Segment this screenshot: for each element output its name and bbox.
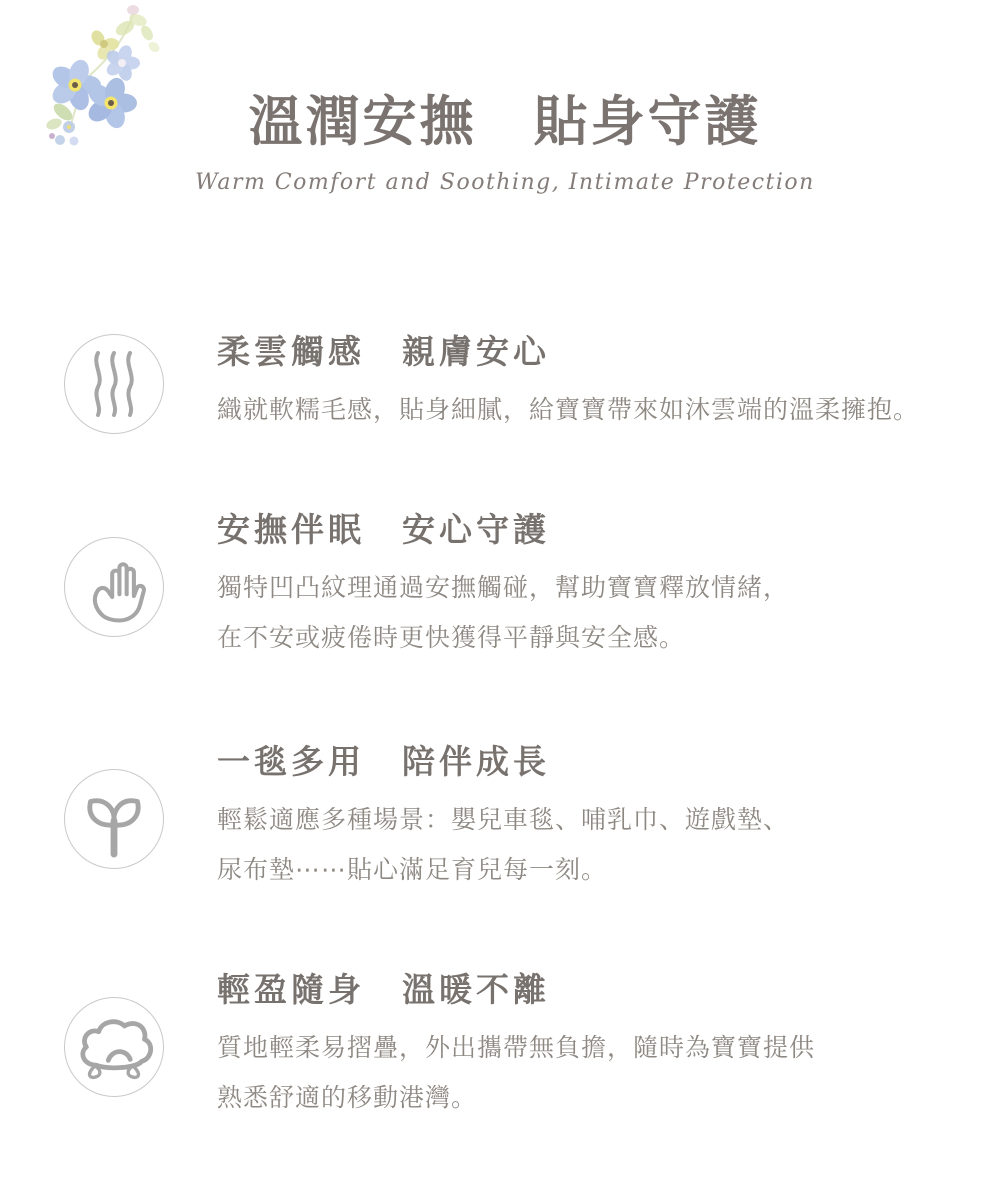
- feature-title: 安撫伴眠 安心守護: [217, 510, 550, 549]
- feature-icon-circle: [64, 997, 164, 1097]
- cotton-icon: [72, 1011, 156, 1083]
- waves-icon: [88, 348, 140, 420]
- feature-text-block: [217, 332, 972, 435]
- feature-description-line: 獨特凹凸紋理通過安撫觸碰，幫助寶寶釋放情緒，: [217, 573, 790, 602]
- feature-description-line: 質地輕柔易摺疊，外出攜帶無負擔，隨時為寶寶提供: [217, 1033, 816, 1062]
- feature-text-block: [217, 510, 972, 663]
- feature-icon-circle: [64, 769, 164, 869]
- sprout-icon: [78, 780, 150, 858]
- feature-icon-circle: [64, 537, 164, 637]
- feature-multi-use: [64, 742, 972, 895]
- feature-title: 輕盈隨身 溫暖不離: [217, 970, 550, 1009]
- feature-description-line: 熟悉舒適的移動港灣。: [217, 1083, 478, 1112]
- page-title: 溫潤安撫 貼身守護: [248, 90, 762, 153]
- feature-description-line: 在不安或疲倦時更快獲得平靜與安全感。: [217, 623, 686, 652]
- feature-icon-circle: [64, 334, 164, 434]
- header: [0, 88, 1000, 195]
- feature-soft-touch: [64, 332, 972, 435]
- hand-icon: [76, 549, 152, 625]
- feature-soothing-sleep: [64, 510, 972, 663]
- feature-text-block: [217, 970, 972, 1123]
- feature-text-block: [217, 742, 972, 895]
- feature-title: 一毯多用 陪伴成長: [217, 742, 550, 781]
- feature-lightweight: [64, 970, 972, 1123]
- feature-description-line: 織就軟糯毛感，貼身細膩，給寶寶帶來如沐雲端的溫柔擁抱。: [217, 395, 920, 424]
- feature-description-line: 尿布墊⋯⋯貼心滿足育兒每一刻。: [217, 855, 608, 884]
- page-subtitle: Warm Comfort and Soothing, Intimate Protection: [195, 169, 815, 195]
- feature-description-line: 輕鬆適應多種場景：嬰兒車毯、哺乳巾、遊戲墊、: [217, 805, 790, 834]
- feature-title: 柔雲觸感 親膚安心: [217, 332, 550, 371]
